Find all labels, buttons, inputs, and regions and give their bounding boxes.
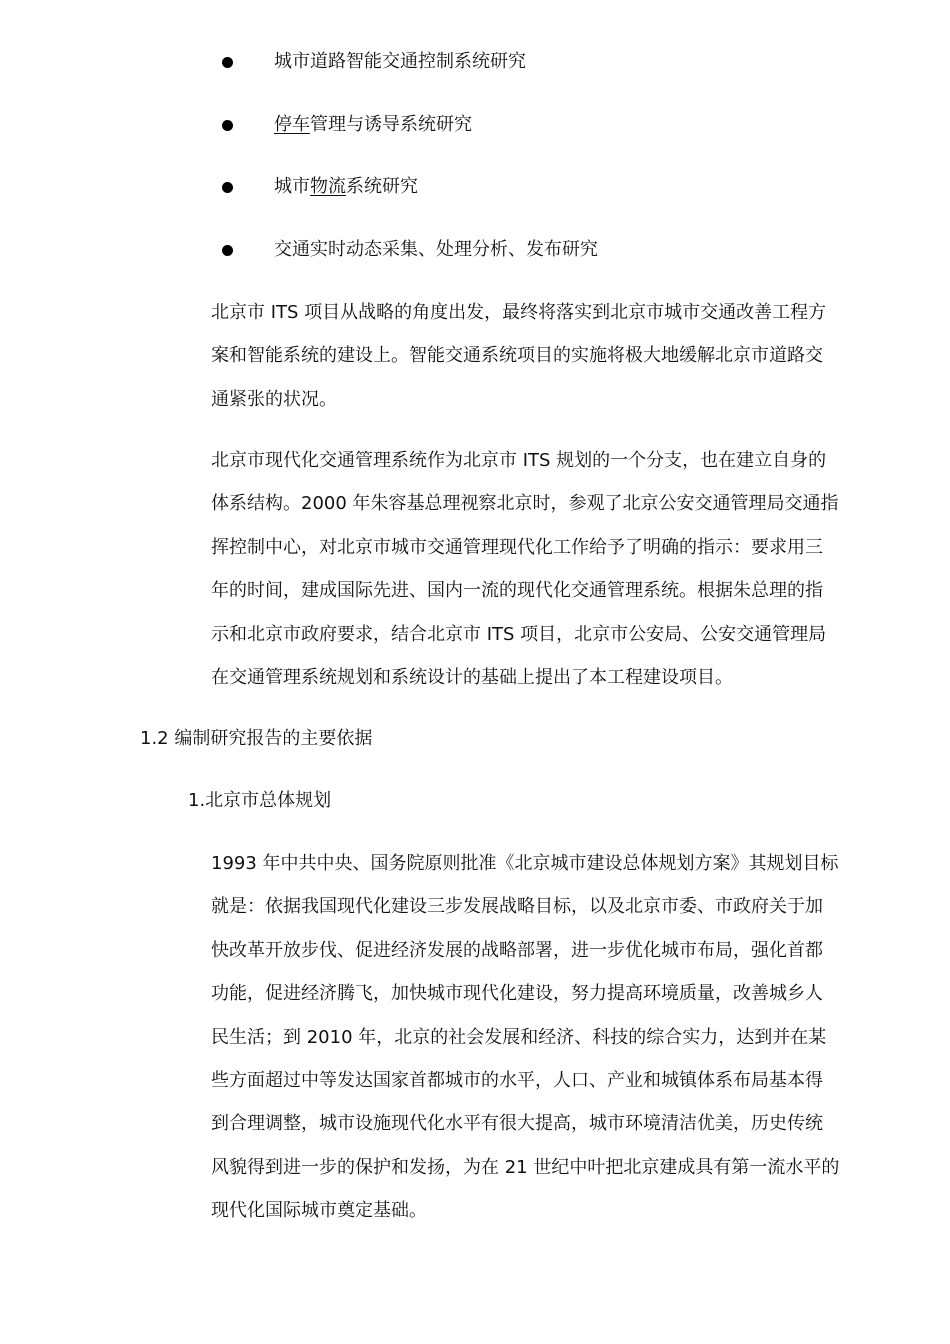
bullet-item <box>220 235 598 265</box>
bullet-item-text: 交通实时动态采集、处理分析、发布研究 <box>274 239 598 260</box>
paragraph-traffic-management: 北京市现代化交通管理系统作为北京市 ITS 规划的一个分支，也在建立自身的 体系结构。2000 年朱容基总理视察北京时，参观了北京公安交通管理局交通指 挥控制中心，对北京市城市交通管理现代化工作给予了明确的指示：要求用三 年的时间，建成国际先进、国内一流的现代化交通管理系统。根据朱总理的指 示和北京市政府要求，结合北京市 ITS 项目，北京市公安局、公安交通管理局 在交通管理系统规划和系统设计的基础上提出了本工程建设项目。 <box>211 450 839 689</box>
bullet-dot-icon <box>222 57 233 68</box>
bullet-item-text: 停车管理与诱导系统研究 <box>274 114 472 135</box>
bullet-item-text: 城市物流系统研究 <box>274 176 418 197</box>
bullet-item <box>220 47 526 77</box>
bullet-item <box>220 110 472 140</box>
bullet-dot-icon <box>222 120 233 131</box>
section-heading: 1.2 编制研究报告的主要依据 <box>140 728 373 749</box>
paragraph-its-project: 北京市 ITS 项目从战略的角度出发，最终将落实到北京市城市交通改善工程方 案和智能系统的建设上。智能交通系统项目的实施将极大地缓解北京市道路交 通紧张的状况。 <box>211 302 827 410</box>
paragraph-master-plan: 1993 年中共中央、国务院原则批准《北京城市建设总体规划方案》其规划目标 就是：依据我国现代化建设三步发展战略目标，以及北京市委、市政府关于加 快改革开放步伐、促进经济发展的战略部署，进一步优化城市布局，强化首都 功能，促进经济腾飞，加快城市现代化建设，努力提高环境质量，改善城乡人 民生活；到 2010 年，北京的社会发展和经济、科技的综合实力，达到并在某 些方面超过中等发达国家首都城市的水平，人口、产业和城镇体系布局基本得 到合理调整，城市设施现代化水平有很大提高，城市环境清洁优美，历史传统 风貌得到进一步的保护和发扬，为在 21 世纪中叶把北京建成具有第一流水平的 现代化国际城市奠定基础。 <box>211 853 840 1222</box>
underlined-term: 停车 <box>274 114 310 135</box>
underlined-term: 物流 <box>310 176 346 197</box>
sub-heading: 1.北京市总体规划 <box>188 790 332 811</box>
bullet-dot-icon <box>222 245 233 256</box>
bullet-item-text: 城市道路智能交通控制系统研究 <box>274 51 526 72</box>
bullet-item <box>220 172 418 202</box>
bullet-dot-icon <box>222 182 233 193</box>
